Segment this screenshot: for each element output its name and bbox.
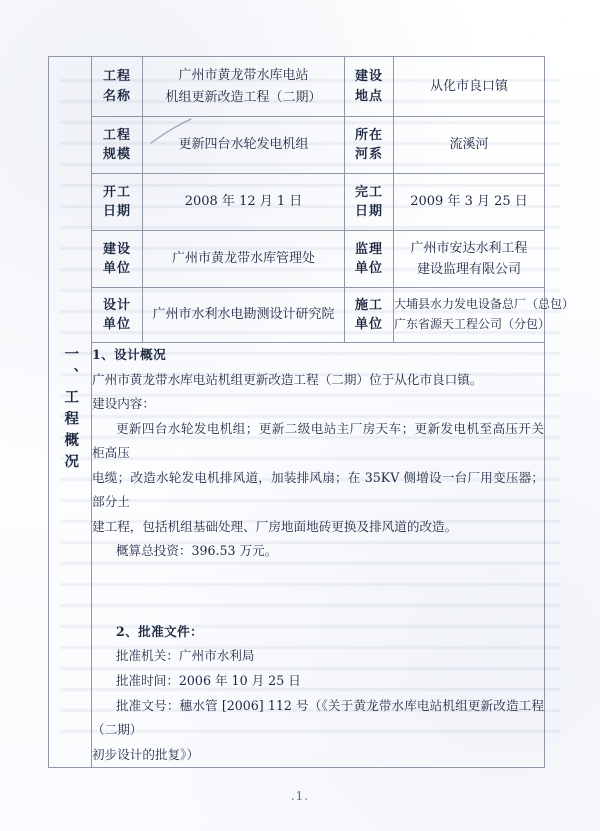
label-line: 监理 <box>354 241 383 257</box>
label-line: 地点 <box>354 88 383 104</box>
label-line: 建设 <box>102 241 131 257</box>
section2-doc-number-line-2: 初步设计的批复》） <box>92 746 200 762</box>
section-spine-cell <box>49 57 92 768</box>
label-line: 单位 <box>102 261 131 276</box>
row-label-project-scale <box>92 117 143 174</box>
value-project-scale <box>143 117 345 174</box>
page-number: .1. <box>290 789 310 803</box>
row-label-project-name <box>92 57 143 117</box>
value-line: 广州市黄龙带水库管理处 <box>171 251 315 267</box>
section1-heading: 1、设计概况 <box>92 347 167 362</box>
section2-heading: 2、批准文件： <box>115 623 204 639</box>
row-label-owner-unit <box>92 231 143 288</box>
row-label-contractor-unit <box>345 288 394 343</box>
value-line: 流溪河 <box>449 137 489 153</box>
section2-approval-authority: 批准机关：广州市水利局 <box>115 648 255 664</box>
row-label-design-unit <box>92 288 143 343</box>
label-line: 设计 <box>102 297 131 313</box>
value-contractor-unit <box>394 288 575 343</box>
label-line: 工程 <box>102 127 131 143</box>
value-line: 2009 年 3 月 25 日 <box>410 194 528 210</box>
value-project-name <box>143 57 345 117</box>
section1-content-line-2: 电缆；改造水轮发电机排风道，加装排风扇；在 35KV 侧增设一台厂用变压器；部分土 <box>92 469 544 510</box>
value-line: 大埔县水力发电设备总厂（总包） <box>394 297 575 312</box>
table-row <box>49 174 545 231</box>
value-line: 广州市安达水利工程 <box>410 240 528 256</box>
description-body <box>92 343 544 767</box>
table-row <box>49 288 545 343</box>
value-line: 从化市良口镇 <box>429 78 508 94</box>
table-row <box>49 117 545 174</box>
label-line: 河系 <box>354 147 383 162</box>
section1-intro: 广州市黄龙带水库电站机组更新改造工程（二期）位于从化市良口镇。 <box>92 371 483 387</box>
label-line: 单位 <box>102 317 131 332</box>
description-cell <box>92 343 545 768</box>
row-label-construction-site <box>345 57 394 117</box>
section-label-vertical: 一、工程概况 <box>62 345 80 475</box>
section1-content-label: 建设内容： <box>92 396 155 412</box>
paragraph-spacer <box>92 564 544 620</box>
value-completion-date <box>394 174 545 231</box>
table-row <box>49 231 545 288</box>
value-design-unit <box>143 288 345 343</box>
label-line: 工程 <box>102 69 131 84</box>
table-row <box>49 57 545 117</box>
value-river-system <box>394 117 545 174</box>
row-label-supervision-unit <box>345 231 394 288</box>
label-line: 施工 <box>354 297 383 313</box>
section2-approval-date: 批准时间：2006 年 10 月 25 日 <box>115 673 301 689</box>
value-line: 广州市黄龙带水库电站 <box>178 68 309 84</box>
label-line: 开工 <box>102 184 131 200</box>
row-label-completion-date <box>345 174 394 231</box>
label-line: 名称 <box>102 88 131 104</box>
value-supervision-unit <box>394 231 545 288</box>
value-owner-unit <box>143 231 345 288</box>
label-line: 建设 <box>354 69 383 84</box>
value-line: 广东省源天工程公司（分包） <box>394 317 551 331</box>
label-line: 完工 <box>354 184 383 200</box>
value-construction-site <box>394 57 545 117</box>
value-line: 2008 年 12 月 1 日 <box>184 194 303 210</box>
section2-doc-number-line-1: 批准文号：穗水管 [2006] 112 号（《关于黄龙带水库电站机组更新改造工程（二期） <box>92 697 544 738</box>
table-row-description <box>49 343 545 768</box>
value-line: 机组更新改造工程（二期） <box>165 89 322 105</box>
value-start-date <box>143 174 345 231</box>
label-line: 规模 <box>102 147 131 162</box>
doc-table <box>48 56 575 768</box>
label-line: 单位 <box>354 317 383 332</box>
engineering-overview-table <box>48 56 575 762</box>
row-label-river-system <box>345 117 394 174</box>
label-line: 日期 <box>354 204 383 219</box>
row-label-start-date <box>92 174 143 231</box>
label-line: 所在 <box>354 127 383 143</box>
label-line: 单位 <box>354 261 383 276</box>
value-line: 更新四台水轮发电机组 <box>178 137 309 153</box>
value-line: 建设监理有限公司 <box>416 262 521 277</box>
label-line: 日期 <box>102 204 131 219</box>
section1-content-line-1: 更新四台水轮发电机组；更新二级电站主厂房天车；更新发电机至高压开关柜高压 <box>92 420 544 461</box>
section1-budget: 概算总投资：396.53 万元。 <box>115 543 278 559</box>
value-line: 广州市水利水电勘测设计研究院 <box>152 307 335 323</box>
section1-content-line-3: 建工程，包括机组基础处理、厂房地面地砖更换及排风道的改造。 <box>92 518 458 534</box>
